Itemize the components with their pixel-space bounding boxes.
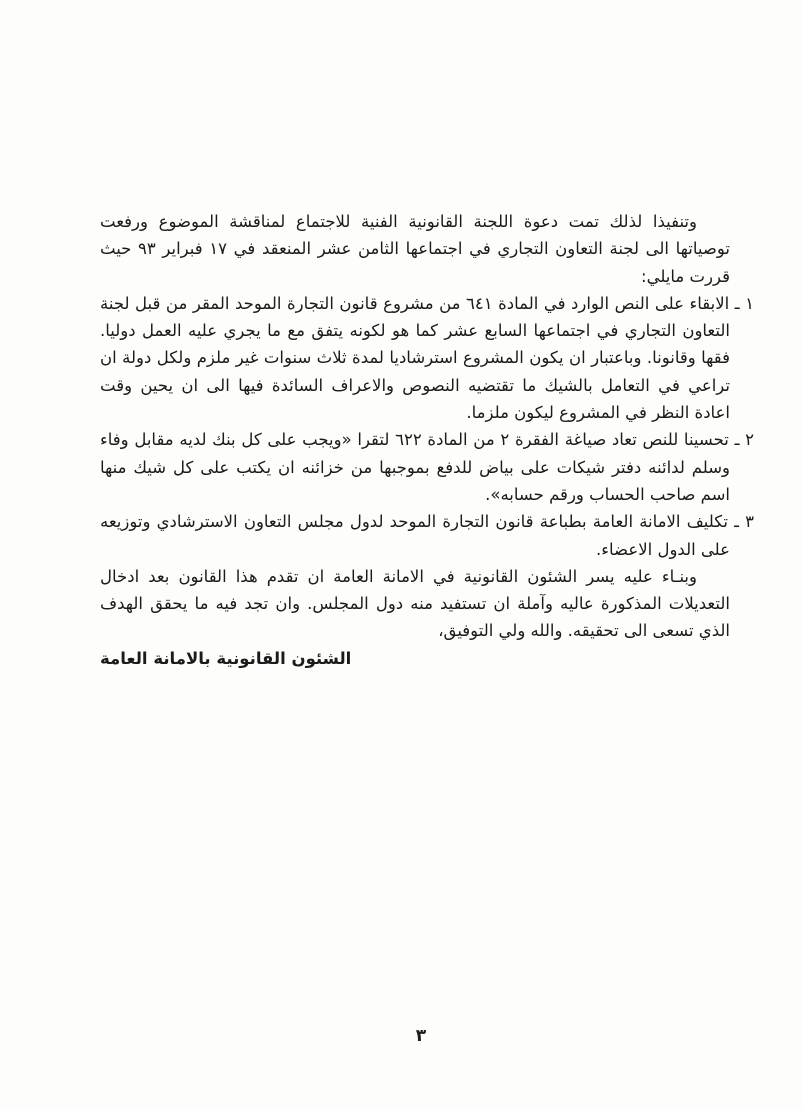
- item-2-number: ٢ ـ: [734, 430, 754, 450]
- item-1-number: ١ ـ: [734, 293, 754, 313]
- item-3-number: ٣ ـ: [734, 512, 754, 532]
- signature-line: الشئون القانونية بالامانة العامة: [100, 648, 352, 668]
- resolution-item-2: [100, 426, 754, 508]
- page-number: ٣: [415, 1026, 427, 1046]
- item-1-text: الابقاء على النص الوارد في المادة ٦٤١ من مشروع قانون التجارة الموحد المقر من قبل لجنة التعاون التجاري في اجتماعها السابع عشر كما هو لكونه يتفق مع ما يجري عليه العمل دوليا. فقها وقانونا. وباعتبار ان يكون المشروع استرشاديا لمدة ثلاث سنوات غير ملزم ولكل دولة ان تراعي في التعامل بالشيك ما تقتضيه النصوص والاعراف السائدة فيها الى ان يحين وقت اعادة النظر في المشروع ليكون ملزما.: [100, 293, 730, 423]
- text-block: [100, 208, 754, 672]
- intro-paragraph: وتنفيذا لذلك تمت دعوة اللجنة القانونية الفنية للاجتماع لمناقشة الموضوع ورفعت توصياتها الى لجنة التعاون التجاري في اجتماعها الثامن عشر المنعقد في ١٧ فبراير ٩٣ حيث قررت مايلي:: [100, 212, 730, 286]
- resolution-item-1: [100, 290, 754, 426]
- item-2-text: تحسينا للنص تعاد صياغة الفقرة ٢ من المادة ٦٢٢ لتقرا «ويجب على كل بنك لديه مقابل وفاء وسلم لدائنه دفتر شيكات على بياض للدفع بموجبها من خزائنه ان يكتب على كل شيك منها اسم صاحب الحساب ورقم حسابه».: [100, 430, 730, 504]
- resolution-item-3: [100, 508, 754, 563]
- item-3-text: تكليف الامانة العامة بطباعة قانون التجارة الموحد لدول مجلس التعاون الاسترشادي وتوزيعه على الدول الاعضاء.: [100, 512, 730, 559]
- closing-paragraph: وبنـاء عليه يسر الشئون القانونية في الامانة العامة ان تقدم هذا القانون بعد ادخال التعديلات المذكورة عاليه وآملة ان تستفيد منه دول المجلس. وان تجد فيه ما يحقق الهدف الذي تسعى الى تحقيقه. والله ولي التوفيق،: [100, 566, 730, 641]
